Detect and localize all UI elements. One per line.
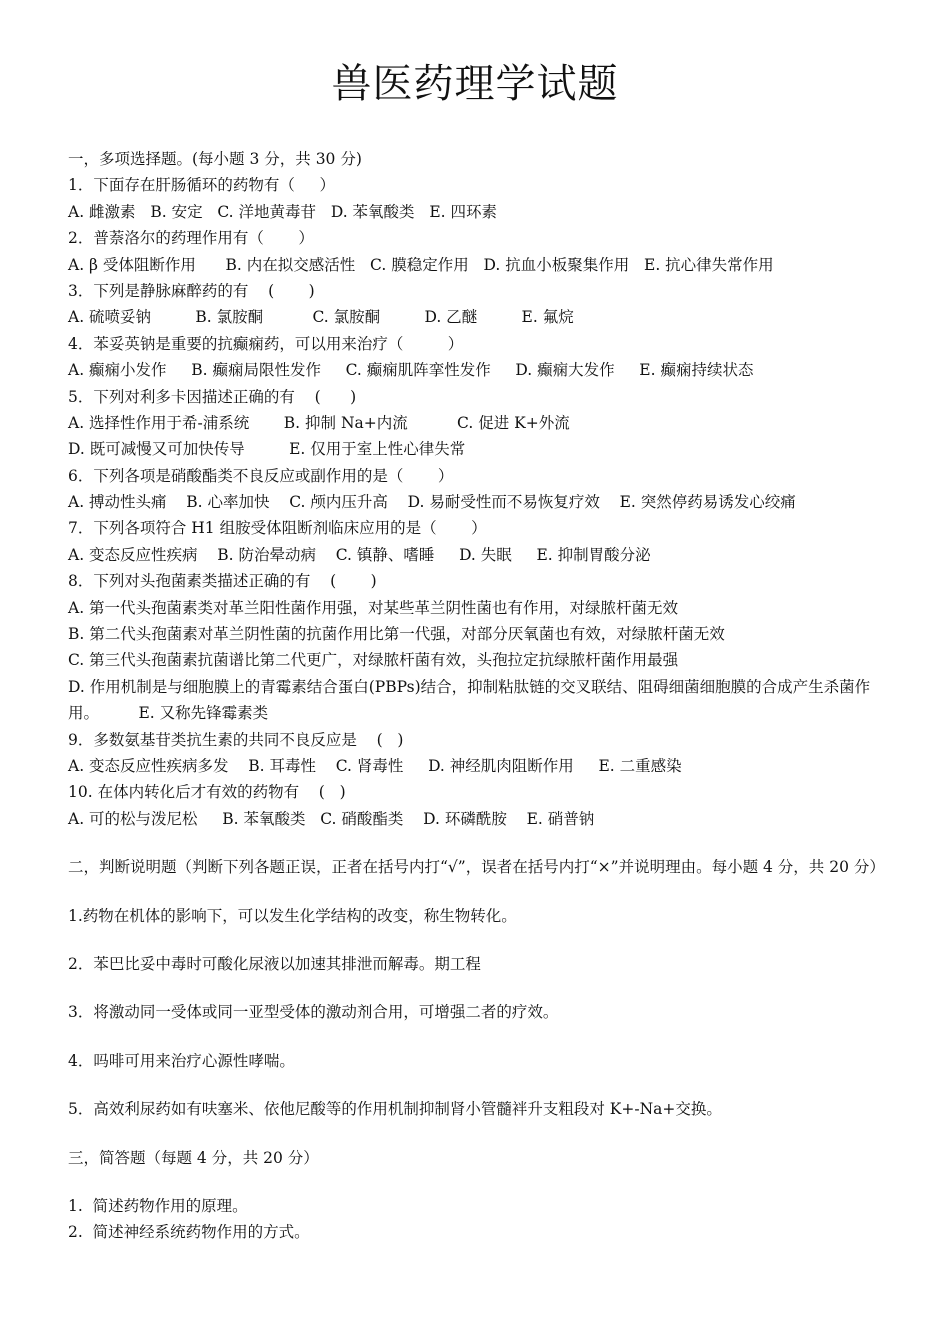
spacer: [68, 881, 888, 903]
question-stem: 1．下面存在肝肠循环的药物有（ ）: [68, 176, 335, 195]
option: B. 安定: [150, 202, 203, 221]
option: D. 神经肌肉阻断作用: [428, 757, 574, 776]
option: D. 既可减慢又可加快传导: [68, 440, 245, 459]
option: A. 癫痫小发作: [68, 361, 167, 380]
question-options: [68, 436, 888, 462]
option: E. 氟烷: [521, 308, 574, 327]
question-options: [68, 357, 888, 383]
question-stem: 6．下列各项是硝酸酯类不良反应或副作用的是（ ）: [68, 466, 454, 485]
option: E. 突然停药易诱发心绞痛: [619, 493, 796, 512]
section-3-heading: 三，简答题（每题 4 分，共 20 分）: [68, 1148, 319, 1167]
option: D. 乙醚: [424, 308, 478, 327]
judgement-item: 2．苯巴比妥中毒时可酸化尿液以加速其排泄而解毒。期工程: [68, 954, 481, 973]
question-option-long: [68, 674, 888, 727]
question-stem: 5．下列对利多卡因描述正确的有 ( ): [68, 387, 357, 406]
option: B. 氯胺酮: [195, 308, 264, 327]
question-options: [68, 410, 888, 436]
option: D. 环磷酰胺: [423, 809, 507, 828]
option: C. 膜稳定作用: [370, 255, 469, 274]
question-options: [68, 252, 888, 278]
option: C. 镇静、嗜睡: [335, 545, 435, 564]
option: C. 硝酸酯类: [320, 809, 404, 828]
question-stem: 2．普萘洛尔的药理作用有（ ）: [68, 229, 314, 248]
question-option-long: C. 第三代头孢菌素抗菌谱比第二代更广，对绿脓杆菌有效，头孢拉定抗绿脓杆菌作用最强: [68, 651, 679, 670]
option: C. 肾毒性: [335, 757, 404, 776]
judgement-item: 3．将激动同一受体或同一亚型受体的激动剂合用，可增强二者的疗效。: [68, 1003, 559, 1022]
spacer: [68, 929, 888, 951]
option: A. β 受体阻断作用: [68, 255, 196, 274]
question-options: [68, 542, 888, 568]
option: A. 雌激素: [68, 202, 136, 221]
option: A. 变态反应性疾病多发: [68, 757, 229, 776]
spacer: [68, 832, 888, 854]
judgement-item: 1.药物在机体的影响下，可以发生化学结构的改变，称生物转化。: [68, 906, 517, 925]
question-stem: 3．下列是静脉麻醉药的有 ( ): [68, 281, 315, 300]
option: A. 选择性作用于希-浦系统: [68, 413, 250, 432]
option: B. 苯氧酸类: [222, 809, 306, 828]
option: C. 癫痫肌阵挛性发作: [345, 361, 491, 380]
option: E. 硝普钠: [526, 809, 595, 828]
option: C. 颅内压升高: [289, 493, 388, 512]
option: B. 内在拟交感活性: [225, 255, 356, 274]
option: C. 促进 K+外流: [457, 413, 570, 432]
spacer: [68, 977, 888, 999]
question-options: [68, 753, 888, 779]
spacer: [68, 1171, 888, 1193]
section-1-heading: 一，多项选择题。(每小题 3 分，共 30 分): [68, 150, 362, 168]
question-stem: 8．下列对头孢菌素类描述正确的有 ( ): [68, 572, 377, 591]
question-options: [68, 304, 888, 330]
option: B. 耳毒性: [248, 757, 317, 776]
option: D. 失眠: [459, 545, 512, 564]
question-stem: 4．苯妥英钠是重要的抗癫痫药，可以用来治疗（ ）: [68, 334, 464, 353]
option: D. 抗血小板聚集作用: [483, 255, 630, 274]
option: B. 癫痫局限性发作: [191, 361, 321, 380]
question-options: [68, 199, 888, 225]
option: D. 作用机制是与细胞膜上的青霉素结合蛋白(PBPs)结合，抑制粘肽链的交叉联结、阻碍细菌细胞膜的合成产生杀菌作用。: [68, 677, 871, 723]
question-option-long: B. 第二代头孢菌素对革兰阴性菌的抗菌作用比第一代强，对部分厌氧菌也有效，对绿脓杆菌无效: [68, 625, 725, 644]
option: D. 易耐受性而不易恢复疗效: [407, 493, 600, 512]
spacer: [68, 1123, 888, 1145]
option: D. 苯氧酸类: [330, 202, 415, 221]
question-stem: 9．多数氨基苷类抗生素的共同不良反应是 ( ): [68, 730, 404, 749]
question-stem: 10. 在体内转化后才有效的药物有 ( ): [68, 783, 346, 802]
option: A. 可的松与泼尼松: [68, 809, 198, 828]
option: E. 抑制胃酸分泌: [536, 545, 651, 564]
question-options: [68, 806, 888, 832]
question-options: [68, 489, 888, 515]
section-2-heading: 二，判断说明题（判断下列各题正误，正者在括号内打“√”，误者在括号内打“×”并说明理由。每小题 4 分，共 20 分）: [68, 858, 885, 877]
option: E. 又称先锋霉素类: [138, 704, 269, 723]
option: E. 仅用于室上性心律失常: [289, 440, 466, 459]
option: E. 癫痫持续状态: [639, 361, 754, 380]
judgement-item: 5．高效利尿药如有呋塞米、依他尼酸等的作用机制抑制肾小管髓袢升支粗段对 K+-Na+交换。: [68, 1100, 722, 1119]
exam-title: 兽医药理学试题: [331, 61, 619, 107]
option: C. 氯胺酮: [312, 308, 381, 327]
option: E. 四环素: [429, 202, 498, 221]
option: A. 变态反应性疾病: [68, 545, 198, 564]
spacer: [68, 1074, 888, 1096]
option: C. 洋地黄毒苷: [217, 202, 317, 221]
option: A. 硫喷妥钠: [68, 308, 152, 327]
option: E. 二重感染: [598, 757, 682, 776]
spacer: [68, 1026, 888, 1048]
short-answer-item: 1. 简述药物作用的原理。: [68, 1196, 248, 1215]
short-answer-item: 2. 简述神经系统药物作用的方式。: [68, 1223, 310, 1242]
option: B. 抑制 Na+内流: [283, 413, 408, 432]
option: B. 防治晕动病: [217, 545, 317, 564]
option: D. 癫痫大发作: [515, 361, 615, 380]
option: B. 心率加快: [186, 493, 270, 512]
option: E. 抗心律失常作用: [644, 255, 774, 274]
option: A. 搏动性头痛: [68, 493, 167, 512]
judgement-item: 4．吗啡可用来治疗心源性哮喘。: [68, 1051, 295, 1070]
question-stem: 7．下列各项符合 H1 组胺受体阻断剂临床应用的是（ ）: [68, 519, 487, 538]
question-option-long: A. 第一代头孢菌素类对革兰阳性菌作用强，对某些革兰阴性菌也有作用，对绿脓杆菌无效: [68, 598, 679, 617]
exam-body: [68, 146, 888, 1246]
